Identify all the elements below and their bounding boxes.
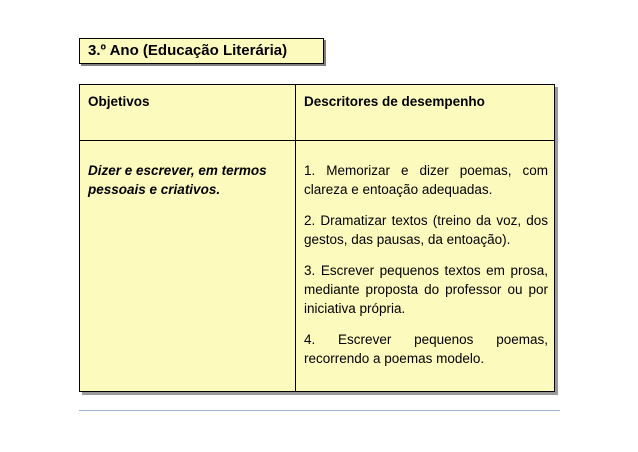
objectives-table (79, 84, 555, 392)
bottom-divider (79, 410, 560, 411)
descriptors-cell (296, 141, 555, 392)
descriptor-item: 4. Escrever pequenos poemas, recorrendo a poemas modelo. (304, 332, 548, 366)
header-descriptors: Descritores de desempenho (296, 85, 555, 141)
table-header-row (80, 85, 555, 141)
objective-cell: Dizer e escrever, em termos pessoais e criativos. (80, 141, 296, 392)
header-objectives: Objetivos (80, 85, 296, 141)
descriptor-item: 3. Escrever pequenos textos em prosa, mediante proposta do professor ou por iniciativa própria. (304, 263, 548, 316)
section-title: 3.º Ano (Educação Literária) (79, 38, 324, 64)
descriptor-item: 1. Memorizar e dizer poemas, com clareza e entoação adequadas. (304, 163, 548, 197)
descriptor-item: 2. Dramatizar textos (treino da voz, dos gestos, das pausas, da entoação). (304, 213, 548, 247)
table-row (80, 141, 555, 392)
